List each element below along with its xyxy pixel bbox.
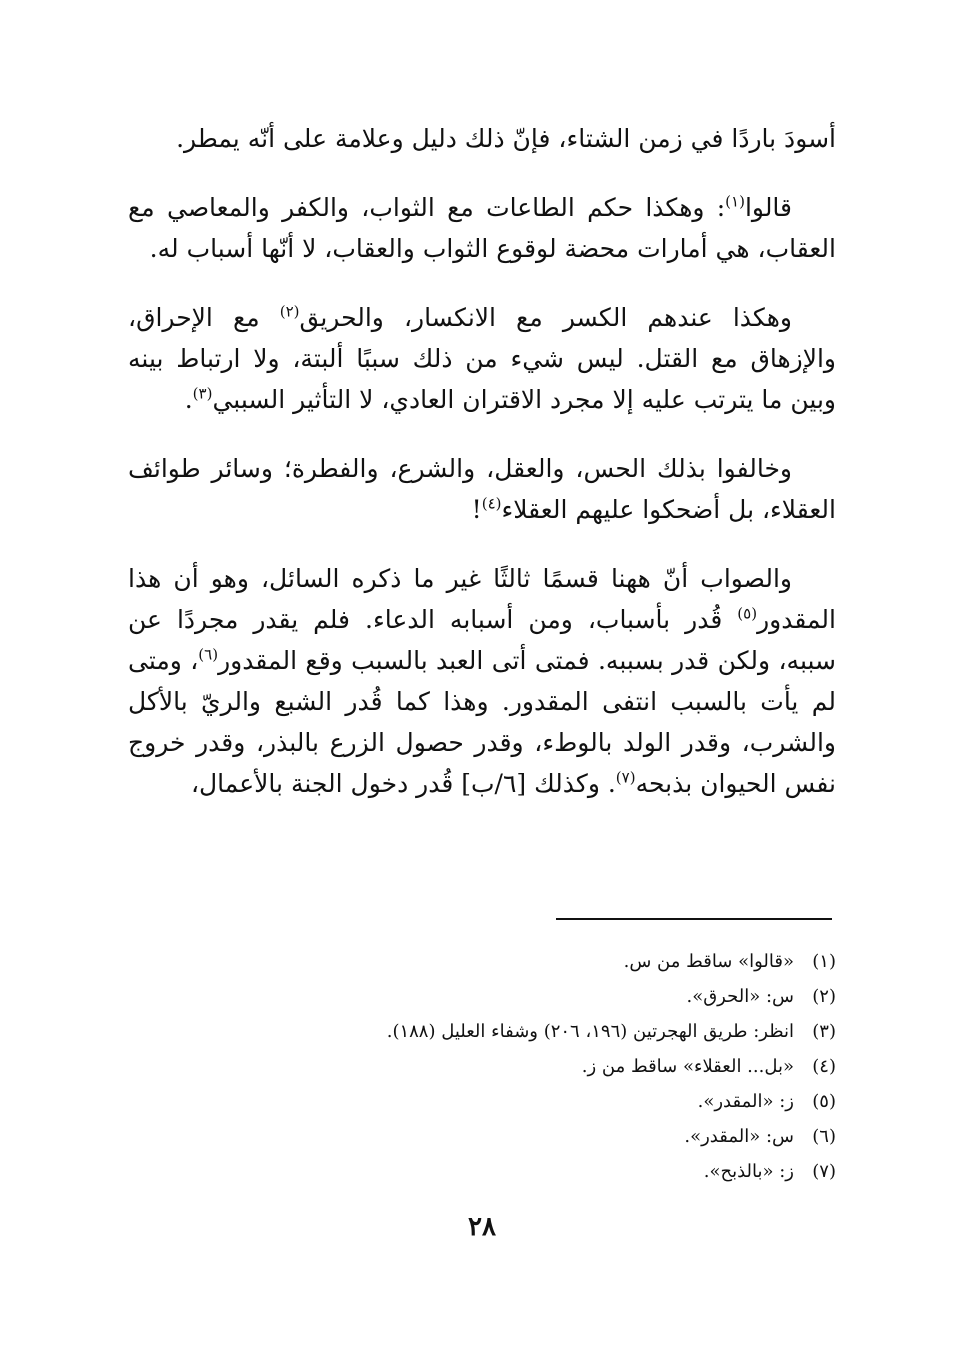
footnote-separator [556, 918, 832, 920]
paragraph-text: ، ومتى لم يأت بالسبب انتفى المقدور. وهذا كما قُدر الشبع والريّ بالأكل والشرب، وقدر الولد بالوطء، وقدر حصول الزرع بالبذر، وقدر خروج نفس الحيوان بذبحه [128, 646, 836, 798]
paragraph-text: أسودَ باردًا في زمن الشتاء، فإنّ ذلك دليل وعلامة على أنّه يمطر. [176, 124, 836, 153]
footnote-ref-4[interactable]: (٤) [481, 494, 502, 513]
main-text [128, 118, 836, 832]
paragraph-text: قُدر بأسباب، ومن أسبابه الدعاء. فلم يقدر مجردًا عن سببه، ولكن قدر بسببه. فمتى أتى العبد بالسبب وقع المقدور [128, 605, 836, 675]
footnote-text: ز: «المقدر». [697, 1091, 794, 1112]
paragraph-5 [128, 558, 836, 804]
footnote-text: ز: «بالذبح». [703, 1161, 794, 1182]
paragraph-text: مع الإحراق، والإزهاق مع القتل. ليس شيء من ذلك سببًا ألبتة، ولا ارتباط بينه وبين ما يترتب عليه إلا مجرد الاقتران العادي، لا التأثير السببي [128, 303, 836, 414]
paragraph-text: وخالفوا بذلك الحس، والعقل، والشرع، والفطرة؛ وسائر طوائف العقلاء، بل أضحكوا عليهم العقلاء [128, 454, 836, 524]
paragraph-text: والصواب أنّ ههنا قسمًا ثالثًا غير ما ذكره السائل، وهو أن هذا المقدور [128, 564, 836, 634]
footnote-item [128, 1049, 836, 1084]
footnote-ref-7[interactable]: (٧) [615, 768, 636, 787]
footnote-ref-3[interactable]: (٣) [192, 384, 213, 403]
footnote-number: (٣) [812, 1021, 836, 1042]
footnote-number: (٦) [812, 1126, 836, 1147]
paragraph-text: ! [471, 495, 482, 524]
footnote-text: «قالوا» ساقط من س. [623, 951, 794, 972]
footnote-item [128, 1014, 836, 1049]
paragraph-3 [128, 297, 836, 420]
footnote-ref-2[interactable]: (٢) [279, 302, 300, 321]
footnote-text: س: «الحرق». [686, 986, 794, 1007]
paragraph-text: وهكذا عندهم الكسر مع الانكسار، والحريق [299, 303, 792, 332]
paragraph-text: . [184, 385, 193, 414]
footnotes [128, 944, 836, 1189]
footnote-number: (٤) [812, 1056, 836, 1077]
footnote-number: (١) [812, 951, 836, 972]
footnote-number: (٢) [812, 986, 836, 1007]
page-number: ٢٨ [468, 1212, 496, 1242]
footnote-ref-1[interactable]: (١) [725, 192, 745, 211]
footnote-item [128, 944, 836, 979]
paragraph-text: . وكذلك [٦/ب] قُدر دخول الجنة بالأعمال، [190, 769, 616, 798]
paragraph-2 [128, 187, 836, 269]
paragraph-1 [128, 118, 836, 159]
footnote-item [128, 1084, 836, 1119]
footnote-text: انظر: طريق الهجرتين (١٩٦، ٢٠٦) وشفاء العليل (١٨٨). [386, 1021, 794, 1042]
paragraph-text: : وهكذا حكم الطاعات مع الثواب، والكفر والمعاصي مع العقاب، هي أمارات محضة لوقوع الثواب والعقاب، لا أنّها أسباب له. [128, 193, 836, 263]
footnote-number: (٥) [812, 1091, 836, 1112]
footnote-text: س: «المقدر». [684, 1126, 794, 1147]
footnote-text: «بل... العقلاء» ساقط من ز. [581, 1056, 794, 1077]
paragraph-text: قالوا [744, 193, 792, 222]
footnote-number: (٧) [812, 1161, 836, 1182]
footnote-ref-6[interactable]: (٦) [198, 645, 219, 664]
footnote-item [128, 1119, 836, 1154]
paragraph-4 [128, 448, 836, 530]
footnote-item [128, 1154, 836, 1189]
footnote-ref-5[interactable]: (٥) [737, 604, 758, 623]
footnote-item [128, 979, 836, 1014]
